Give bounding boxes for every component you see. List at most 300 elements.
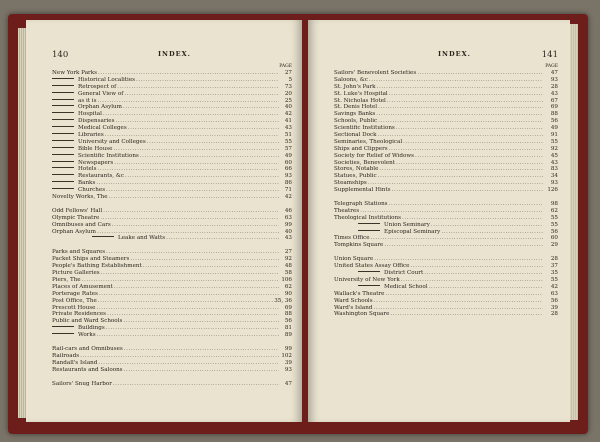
- index-entry-page: 90: [284, 290, 292, 297]
- index-entry-label: [52, 305, 95, 312]
- index-entry-text: Newspapers: [78, 159, 114, 166]
- index-entry-label: [334, 118, 377, 125]
- leader-dots: [80, 353, 279, 360]
- index-entry-text: Episcopal Seminary: [384, 228, 441, 235]
- index-entry-text: Scientific Institutions: [334, 125, 395, 132]
- index-entry: [52, 111, 292, 118]
- index-entry: [334, 132, 558, 139]
- index-entry-text: Sectional Dock: [334, 132, 377, 139]
- index-entry: [334, 70, 558, 77]
- leader-dots: [124, 91, 279, 98]
- index-entry-text: Tompkins Square: [334, 242, 384, 249]
- index-entry-page: 39: [550, 304, 558, 311]
- index-entry-text: Savings Banks: [334, 111, 376, 118]
- ditto-dash: [52, 174, 74, 175]
- index-entry-text: Places of Amusement: [52, 283, 113, 290]
- index-entry-label: [52, 325, 105, 332]
- leader-dots: [97, 98, 279, 105]
- index-entry-page: 39: [284, 359, 292, 366]
- index-entry-page: 34: [550, 173, 558, 180]
- index-entry-text: Restaurants, &c: [78, 173, 124, 180]
- section-gap: [52, 339, 292, 346]
- index-entry-text: Omnibuses and Cars: [52, 221, 111, 228]
- index-entry: [334, 201, 558, 208]
- ditto-dash: [52, 112, 74, 113]
- index-entry-page: 99: [284, 345, 292, 352]
- index-entry-page: 62: [284, 283, 292, 290]
- right-page-header: [334, 50, 558, 62]
- index-entry-page: 67: [550, 97, 558, 104]
- index-entry: [334, 277, 558, 284]
- leader-dots: [385, 291, 543, 298]
- index-entry: [52, 91, 292, 98]
- index-entry-label: [334, 132, 377, 139]
- index-entry-page: 40: [284, 104, 292, 111]
- index-entry: [334, 229, 558, 236]
- index-entry-label: [334, 229, 440, 236]
- index-entry-text: Prescott House: [52, 304, 96, 311]
- right-index-entries: [334, 70, 558, 318]
- ditto-dash: [52, 92, 74, 93]
- index-entry-label: [334, 256, 373, 263]
- index-entry-page: 43: [550, 159, 558, 166]
- ditto-dash: [52, 326, 74, 327]
- index-entry-text: Historical Localities: [78, 76, 135, 83]
- index-entry-text: Wallack's Theatre: [334, 290, 385, 297]
- index-entry: [52, 325, 292, 332]
- right-page-column-label: PAGE: [545, 64, 558, 69]
- index-entry: [334, 215, 558, 222]
- index-entry: [52, 125, 292, 132]
- right-page: [308, 20, 570, 422]
- index-entry-label: [52, 173, 124, 180]
- index-entry-label: [52, 381, 112, 388]
- leader-dots: [98, 70, 279, 77]
- index-entry-page: 71: [284, 187, 292, 194]
- index-entry: [52, 270, 292, 277]
- leader-dots: [431, 222, 543, 229]
- leader-dots: [114, 284, 279, 291]
- index-entry-page: 57: [284, 145, 292, 152]
- leader-dots: [391, 187, 543, 194]
- index-entry-text: Bible House: [78, 145, 113, 152]
- leader-dots: [130, 256, 279, 263]
- index-entry-text: Orphan Asylum: [78, 104, 122, 111]
- leader-dots: [125, 173, 279, 180]
- leader-dots: [402, 215, 543, 222]
- index-entry-label: [52, 291, 98, 298]
- index-entry-text: Works: [78, 332, 96, 339]
- index-entry-text: Steamships: [334, 180, 367, 187]
- index-entry-text: Retrospect of: [78, 83, 117, 90]
- index-entry-text: Leake and Watts: [118, 235, 166, 242]
- leader-dots: [371, 235, 543, 242]
- index-entry: [52, 160, 292, 167]
- leader-dots: [97, 166, 279, 173]
- leader-dots: [424, 270, 543, 277]
- ditto-dash: [52, 78, 74, 79]
- index-entry-label: [52, 263, 142, 270]
- ditto-dash: [92, 236, 114, 237]
- index-entry-label: [52, 180, 95, 187]
- ditto-dash: [52, 119, 74, 120]
- index-entry: [334, 270, 558, 277]
- index-entry-label: [334, 263, 410, 270]
- index-entry: [334, 256, 558, 263]
- index-entry-page: 28: [550, 83, 558, 90]
- index-entry-text: Societies, Benevolent: [334, 159, 396, 166]
- index-entry: [52, 139, 292, 146]
- index-entry-label: [52, 146, 112, 153]
- index-entry: [334, 180, 558, 187]
- index-entry-text: St. Denis Hotel: [334, 104, 378, 111]
- index-entry-label: [52, 166, 96, 173]
- index-entry-page: 41: [284, 118, 292, 125]
- index-entry-text: Packet Ships and Steamers: [52, 256, 130, 263]
- ditto-dash: [52, 126, 74, 127]
- index-entry: [334, 84, 558, 91]
- leader-dots: [113, 146, 279, 153]
- index-entry-text: as it is: [78, 97, 97, 104]
- leader-dots: [140, 153, 279, 160]
- leader-dots: [98, 298, 273, 305]
- index-entry-text: Sailors' Snug Harbor: [52, 380, 112, 387]
- index-entry-label: [52, 360, 97, 367]
- index-entry-label: [334, 125, 395, 132]
- index-entry-label: [52, 84, 116, 91]
- index-entry-page: 35: [550, 270, 558, 277]
- leader-dots: [389, 146, 543, 153]
- left-page-number: 140: [52, 50, 69, 60]
- index-entry-page: 69: [550, 104, 558, 111]
- section-gap: [334, 249, 558, 256]
- index-entry-page: 58: [284, 270, 292, 277]
- leader-dots: [116, 118, 280, 125]
- index-entry: [334, 208, 558, 215]
- index-entry-page: 48: [284, 263, 292, 270]
- index-entry: [334, 125, 558, 132]
- index-entry-page: 102: [281, 352, 292, 359]
- ditto-dash: [52, 99, 74, 100]
- left-page-column-label: PAGE: [279, 64, 292, 69]
- index-entry-page: 28: [550, 311, 558, 318]
- index-entry-page: 63: [550, 290, 558, 297]
- index-entry-label: [52, 208, 102, 215]
- ditto-dash: [52, 188, 74, 189]
- leader-dots: [96, 180, 279, 187]
- index-entry-text: Picture Galleries: [52, 270, 100, 277]
- index-entry-page: 49: [284, 152, 292, 159]
- index-entry-page: 73: [284, 83, 292, 90]
- index-entry-page: 93: [550, 180, 558, 187]
- index-entry: [334, 187, 558, 194]
- index-entry-label: [52, 139, 146, 146]
- index-entry: [52, 98, 292, 105]
- index-entry: [334, 298, 558, 305]
- leader-dots: [387, 98, 543, 105]
- index-entry-text: Society for Relief of Widows: [334, 152, 415, 159]
- index-entry-page: 42: [284, 194, 292, 201]
- leader-dots: [147, 139, 279, 146]
- index-entry: [334, 173, 558, 180]
- leader-dots: [396, 125, 543, 132]
- leader-dots: [403, 139, 543, 146]
- leader-dots: [415, 153, 543, 160]
- ditto-dash: [358, 285, 380, 286]
- index-entry-label: [52, 187, 105, 194]
- index-entry-label: [52, 98, 96, 105]
- index-entry-label: [52, 346, 123, 353]
- index-entry-text: Restaurants and Saloons: [52, 366, 123, 373]
- index-entry-label: [52, 153, 139, 160]
- index-entry-text: Ships and Clippers: [334, 145, 388, 152]
- index-entry-label: [52, 277, 81, 284]
- index-entry-page: 47: [550, 70, 558, 76]
- index-entry-label: [52, 298, 97, 305]
- index-entry-label: [52, 77, 135, 84]
- index-entry-page: 43: [550, 90, 558, 97]
- index-entry-label: [334, 270, 423, 277]
- leader-dots: [374, 298, 543, 305]
- index-entry: [52, 311, 292, 318]
- index-entry-text: Libraries: [78, 132, 104, 139]
- index-entry-text: Orphan Asylum: [52, 228, 96, 235]
- index-entry-label: [52, 332, 96, 339]
- index-entry-text: Porterage Rates: [52, 290, 98, 297]
- leader-dots: [378, 104, 543, 111]
- leader-dots: [429, 284, 543, 291]
- index-entry-text: Ward Schools: [334, 297, 373, 304]
- index-entry: [334, 91, 558, 98]
- index-entry-text: Odd Fellows' Hall: [52, 207, 103, 214]
- ditto-dash: [358, 223, 380, 224]
- index-entry: [334, 235, 558, 242]
- index-entry-page: 27: [284, 70, 292, 76]
- index-entry-page: 20: [284, 90, 292, 97]
- index-entry-text: Churches: [78, 187, 106, 194]
- index-entry-label: [334, 291, 384, 298]
- index-entry-page: 55: [550, 276, 558, 283]
- index-entry-page: 29: [550, 242, 558, 249]
- leader-dots: [417, 70, 543, 77]
- index-entry-label: [334, 187, 390, 194]
- index-entry-label: [334, 70, 416, 77]
- index-entry-text: Medical Colleges: [78, 125, 127, 132]
- index-entry-page: 92: [284, 256, 292, 263]
- index-entry-page: 106: [281, 276, 292, 283]
- index-entry: [52, 153, 292, 160]
- ditto-dash: [52, 333, 74, 334]
- leader-dots: [106, 187, 279, 194]
- section-gap: [52, 242, 292, 249]
- index-entry-page: 37: [550, 263, 558, 270]
- index-entry-label: [334, 222, 430, 229]
- index-entry-text: Hotels: [78, 166, 97, 173]
- index-entry: [52, 187, 292, 194]
- leader-dots: [97, 332, 279, 339]
- leader-dots: [123, 318, 279, 325]
- index-entry: [334, 104, 558, 111]
- index-entry-page: 89: [284, 332, 292, 339]
- ditto-dash: [52, 85, 74, 86]
- index-entry-label: [52, 160, 113, 167]
- index-entry-page: 5: [288, 76, 292, 83]
- leader-dots: [117, 84, 279, 91]
- index-entry-page: 47: [284, 380, 292, 387]
- index-entry-text: Sailors' Benevolent Societies: [334, 70, 417, 76]
- leader-dots: [101, 270, 279, 277]
- index-entry-text: Private Residences: [52, 311, 107, 318]
- index-entry-text: Stores, Notable: [334, 166, 379, 173]
- leader-dots: [369, 77, 543, 84]
- index-entry: [52, 180, 292, 187]
- index-entry: [52, 346, 292, 353]
- right-page-number: 141: [541, 50, 558, 60]
- leader-dots: [114, 160, 279, 167]
- leader-dots: [113, 381, 279, 388]
- leader-dots: [396, 160, 543, 167]
- index-entry: [52, 298, 292, 305]
- leader-dots: [97, 229, 279, 236]
- index-entry-page: 83: [550, 166, 558, 173]
- index-entry-page: 45: [550, 152, 558, 159]
- index-entry-label: [52, 249, 105, 256]
- index-entry-label: [52, 194, 108, 201]
- index-entry-text: District Court: [384, 270, 424, 277]
- index-entry: [52, 263, 292, 270]
- index-entry-text: Post Office, The: [52, 297, 97, 304]
- index-entry-text: St. John's Park: [334, 83, 376, 90]
- index-entry: [334, 291, 558, 298]
- leader-dots: [390, 311, 543, 318]
- leader-dots: [401, 277, 543, 284]
- leader-dots: [378, 173, 543, 180]
- leader-dots: [105, 132, 279, 139]
- ditto-dash: [52, 161, 74, 162]
- index-entry-text: Banks: [78, 180, 96, 187]
- index-entry-text: Supplemental Hints: [334, 187, 391, 194]
- leader-dots: [379, 166, 543, 173]
- ditto-dash: [52, 140, 74, 141]
- index-entry-text: United States Assay Office: [334, 263, 410, 270]
- index-entry-label: [52, 125, 127, 132]
- leader-dots: [373, 305, 543, 312]
- index-entry: [52, 291, 292, 298]
- index-entry-page: 55: [550, 221, 558, 228]
- index-entry: [52, 104, 292, 111]
- leader-dots: [166, 235, 279, 242]
- index-entry-label: [334, 298, 373, 305]
- index-entry-label: [334, 305, 372, 312]
- index-entry-text: New York Parks: [52, 70, 97, 76]
- index-entry-label: [334, 235, 370, 242]
- leader-dots: [374, 256, 543, 263]
- index-entry-label: [334, 208, 359, 215]
- leader-dots: [128, 125, 279, 132]
- section-gap: [334, 194, 558, 201]
- index-entry-page: 40: [284, 228, 292, 235]
- index-entry: [334, 98, 558, 105]
- index-entry-page: 126: [547, 187, 558, 194]
- index-entry: [52, 222, 292, 229]
- index-entry: [52, 256, 292, 263]
- index-entry: [52, 353, 292, 360]
- index-entry-text: Statues, Public: [334, 173, 377, 180]
- index-entry-text: Washington Square: [334, 311, 390, 318]
- leader-dots: [99, 291, 279, 298]
- index-entry: [52, 118, 292, 125]
- leader-dots: [106, 325, 279, 332]
- ditto-dash: [358, 271, 380, 272]
- ditto-dash: [358, 230, 380, 231]
- index-entry-page: 25: [284, 97, 292, 104]
- index-entry-page: 56: [284, 318, 292, 325]
- leader-dots: [360, 208, 543, 215]
- index-entry: [334, 166, 558, 173]
- index-entry-label: [334, 160, 395, 167]
- index-entry: [334, 242, 558, 249]
- leader-dots: [100, 215, 279, 222]
- right-running-title: INDEX.: [438, 50, 471, 58]
- index-entry-page: 51: [284, 132, 292, 139]
- index-entry-text: University and Colleges: [78, 138, 146, 145]
- index-entry-page: 46: [284, 207, 292, 214]
- index-entry-label: [334, 215, 401, 222]
- leader-dots: [96, 305, 279, 312]
- index-entry-label: [52, 284, 113, 291]
- leader-dots: [124, 367, 279, 374]
- index-entry-label: [52, 235, 165, 242]
- index-entry-label: [334, 91, 388, 98]
- index-entry: [334, 118, 558, 125]
- index-entry-text: Union Seminary: [384, 221, 430, 228]
- index-entry-label: [52, 353, 79, 360]
- index-entry-label: [52, 270, 100, 277]
- index-entry-page: 66: [284, 166, 292, 173]
- index-entry-page: 43: [284, 235, 292, 242]
- index-entry: [52, 84, 292, 91]
- index-entry: [52, 235, 292, 242]
- left-page: [26, 20, 302, 422]
- index-entry: [334, 263, 558, 270]
- index-entry: [52, 146, 292, 153]
- index-entry: [52, 284, 292, 291]
- left-page-header: [52, 50, 292, 62]
- index-entry-page: 93: [284, 173, 292, 180]
- index-entry-page: 63: [284, 214, 292, 221]
- leader-dots: [384, 242, 543, 249]
- leader-dots: [106, 249, 279, 256]
- leader-dots: [389, 91, 543, 98]
- index-entry-page: 92: [550, 145, 558, 152]
- leader-dots: [98, 360, 279, 367]
- index-entry-page: 99: [284, 221, 292, 228]
- leader-dots: [411, 263, 544, 270]
- section-gap: [52, 201, 292, 208]
- index-entry-label: [334, 242, 383, 249]
- index-entry-text: Buildings: [78, 325, 105, 332]
- index-entry-label: [52, 367, 123, 374]
- ditto-dash: [52, 167, 74, 168]
- index-entry: [52, 132, 292, 139]
- index-entry: [52, 77, 292, 84]
- ditto-dash: [52, 147, 74, 148]
- index-entry-label: [334, 146, 388, 153]
- index-entry-page: 93: [550, 76, 558, 83]
- index-entry-label: [334, 284, 428, 291]
- leader-dots: [103, 111, 279, 118]
- index-entry-text: People's Bathing Establishment: [52, 263, 142, 270]
